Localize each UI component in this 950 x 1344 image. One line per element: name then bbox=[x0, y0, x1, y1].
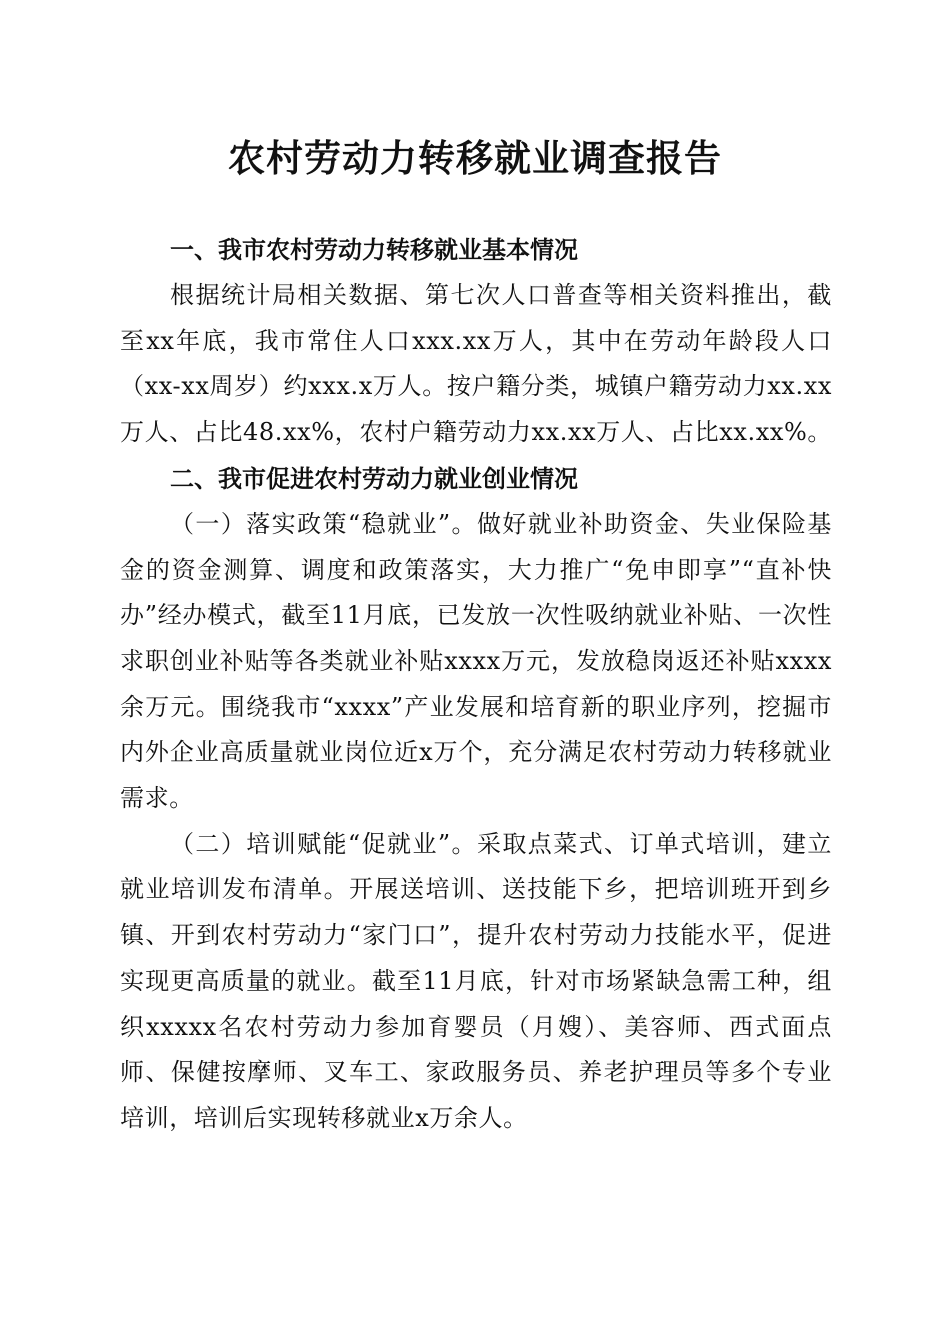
document-title: 农村劳动力转移就业调查报告 bbox=[228, 136, 722, 180]
document-body bbox=[120, 227, 832, 1142]
section-2-paragraph-2: （二）培训赋能“促就业”。采取点菜式、订单式培训，建立就业培训发布清单。开展送培训、送技能下乡，把培训班开到乡镇、开到农村劳动力“家门口”，提升农村劳动力技能水平，促进实现更高质量的就业。截至11月底，针对市场紧缺急需工种，组织xxxxx名农村劳动力参加育婴员（月嫂）、美容师、西式面点师、保健按摩师、叉车工、家政服务员、养老护理员等多个专业培训，培训后实现转移就业x万余人。 bbox=[120, 829, 832, 1132]
section-1-paragraph: 根据统计局相关数据、第七次人口普查等相关资料推出，截至xx年底，我市常住人口xxx.xx万人，其中在劳动年龄段人口（xx-xx周岁）约xxx.x万人。按户籍分类，城镇户籍劳动力xx.xx万人、占比48.xx%，农村户籍劳动力xx.xx万人、占比xx.xx%。 bbox=[120, 281, 832, 447]
section-2-heading: 二、我市促进农村劳动力就业创业情况 bbox=[170, 464, 578, 493]
section-2-paragraph-1: （一）落实政策“稳就业”。做好就业补助资金、失业保险基金的资金测算、调度和政策落实，大力推广“免申即享”“直补快办”经办模式，截至11月底，已发放一次性吸纳就业补贴、一次性求职创业补贴等各类就业补贴xxxx万元，发放稳岗返还补贴xxxx余万元。围绕我市“xxxx”产业发展和培育新的职业序列，挖掘市内外企业高质量就业岗位近x万个，充分满足农村劳动力转移就业需求。 bbox=[120, 509, 832, 813]
section-1-heading: 一、我市农村劳动力转移就业基本情况 bbox=[170, 236, 578, 264]
